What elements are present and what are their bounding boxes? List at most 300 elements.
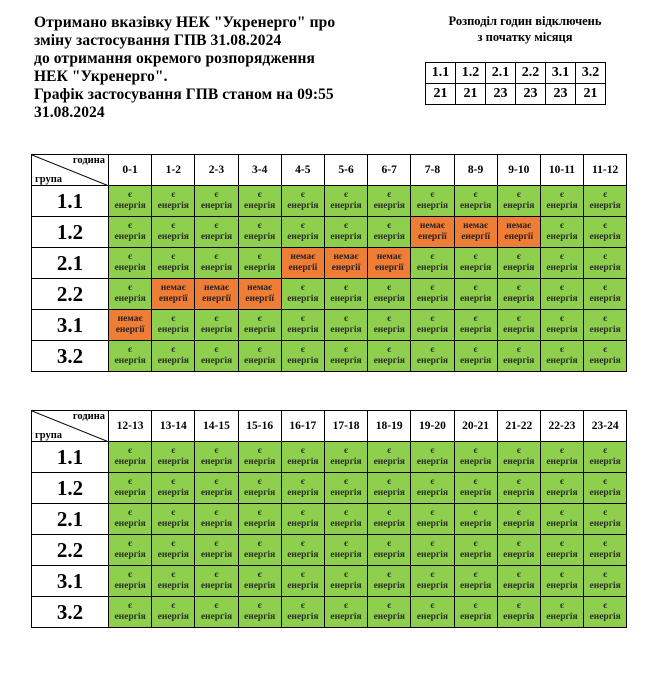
cell-text: [368, 190, 410, 212]
status-text: енергія: [589, 457, 621, 467]
status-text: немає: [160, 283, 186, 293]
hour-header-row: [32, 411, 627, 442]
cell-text: [152, 601, 194, 623]
cell-text: [109, 539, 151, 561]
group-label: 1.2: [32, 473, 109, 504]
power-on-cell: [584, 341, 627, 372]
power-on-cell: [584, 186, 627, 217]
power-on-cell: [540, 217, 583, 248]
cell-text: [282, 446, 324, 468]
summary-hours: 21: [456, 84, 486, 105]
power-on-cell: [497, 248, 540, 279]
power-on-cell: [238, 186, 281, 217]
group-label: 2.1: [32, 248, 109, 279]
status-text: енергія: [503, 325, 535, 335]
cell-text: [282, 314, 324, 336]
status-text: енергія: [589, 263, 621, 273]
power-on-cell: [368, 186, 411, 217]
cell-text: [152, 190, 194, 212]
power-on-cell: [109, 566, 152, 597]
status-text: є: [214, 446, 219, 456]
status-text: є: [300, 570, 305, 580]
power-off-cell: [152, 279, 195, 310]
status-text: енергія: [330, 488, 362, 498]
summary-group: 2.2: [516, 63, 546, 84]
status-text: є: [387, 190, 392, 200]
cell-text: [368, 283, 410, 305]
cell-text: [541, 283, 583, 305]
status-text: енергія: [459, 612, 492, 622]
group-label: 3.2: [32, 597, 109, 628]
status-text: є: [473, 252, 478, 262]
status-text: енергія: [373, 612, 405, 622]
cell-text: [368, 539, 410, 561]
power-on-cell: [152, 597, 195, 628]
power-on-cell: [454, 473, 497, 504]
status-text: енергія: [114, 201, 146, 211]
cell-text: [195, 252, 237, 274]
group-label: 3.2: [32, 341, 109, 372]
status-text: є: [387, 345, 392, 355]
power-off-cell: [195, 279, 238, 310]
status-text: енергія: [459, 581, 492, 591]
cell-text: [411, 539, 453, 561]
power-on-cell: [109, 597, 152, 628]
status-text: енергії: [202, 294, 231, 304]
status-text: є: [214, 252, 219, 262]
status-text: енергія: [114, 550, 146, 560]
status-text: є: [300, 508, 305, 518]
cell-text: [498, 477, 540, 499]
status-text: енергія: [330, 356, 362, 366]
status-text: енергія: [157, 519, 189, 529]
cell-text: [541, 539, 583, 561]
header-line: зміну застосування ГПВ 31.08.2024: [34, 32, 282, 49]
status-text: є: [387, 570, 392, 580]
power-on-cell: [152, 217, 195, 248]
cell-text: [109, 446, 151, 468]
status-text: є: [343, 446, 349, 456]
cell-text: [325, 314, 367, 336]
status-text: енергія: [157, 356, 189, 366]
status-text: є: [387, 446, 392, 456]
status-text: енергія: [373, 581, 405, 591]
schedule-table-afternoon: [31, 410, 627, 628]
cell-text: [411, 283, 453, 305]
status-text: є: [430, 508, 435, 518]
cell-text: [411, 314, 453, 336]
status-text: енергії: [418, 232, 447, 242]
status-text: енергія: [114, 356, 146, 366]
status-text: енергія: [459, 457, 492, 467]
status-text: є: [300, 190, 305, 200]
group-row: [32, 566, 627, 597]
status-text: є: [257, 314, 262, 324]
power-on-cell: [281, 597, 324, 628]
group-row: [32, 248, 627, 279]
cell-text: [239, 508, 281, 530]
hour-header: 13-14: [152, 411, 195, 442]
summary-hours: 21: [576, 84, 606, 105]
power-on-cell: [540, 504, 583, 535]
power-on-cell: [411, 186, 454, 217]
status-text: є: [257, 508, 262, 518]
status-text: є: [257, 345, 262, 355]
status-text: є: [516, 477, 521, 487]
status-text: є: [171, 539, 176, 549]
cell-text: [541, 477, 583, 499]
status-text: енергія: [330, 581, 362, 591]
status-text: є: [430, 446, 435, 456]
power-on-cell: [238, 473, 281, 504]
summary-hours: 21: [426, 84, 456, 105]
status-text: енергія: [459, 488, 492, 498]
power-on-cell: [152, 310, 195, 341]
status-text: енергія: [459, 201, 492, 211]
power-on-cell: [454, 310, 497, 341]
status-text: є: [430, 314, 435, 324]
status-text: є: [516, 570, 521, 580]
cell-text: [325, 446, 367, 468]
power-on-cell: [238, 597, 281, 628]
cell-text: [239, 570, 281, 592]
power-on-cell: [584, 442, 627, 473]
status-text: енергія: [546, 356, 578, 366]
cell-text: [498, 190, 540, 212]
hour-header: 11-12: [584, 155, 627, 186]
status-text: є: [257, 539, 262, 549]
status-text: є: [559, 283, 565, 293]
power-on-cell: [584, 535, 627, 566]
status-text: є: [387, 601, 392, 611]
status-text: енергія: [114, 263, 146, 273]
group-row: [32, 310, 627, 341]
power-on-cell: [497, 535, 540, 566]
cell-text: [282, 508, 324, 530]
status-text: енергія: [546, 263, 578, 273]
status-text: енергія: [287, 232, 319, 242]
group-axis-label: група: [35, 430, 63, 441]
power-on-cell: [368, 566, 411, 597]
status-text: енергія: [157, 488, 189, 498]
cell-text: [411, 601, 453, 623]
status-text: енергія: [200, 356, 233, 366]
power-on-cell: [497, 310, 540, 341]
status-text: є: [214, 221, 219, 231]
status-text: енергія: [157, 263, 189, 273]
group-row: [32, 473, 627, 504]
cell-text: [584, 446, 626, 468]
status-text: немає: [506, 221, 532, 231]
status-text: є: [430, 570, 435, 580]
status-text: енергія: [589, 550, 621, 560]
status-text: немає: [376, 252, 402, 262]
cell-text: [325, 601, 367, 623]
power-on-cell: [324, 566, 367, 597]
power-on-cell: [454, 442, 497, 473]
group-label: 2.2: [32, 279, 109, 310]
cell-text: [498, 283, 540, 305]
status-text: є: [473, 601, 478, 611]
status-text: енергія: [459, 325, 492, 335]
status-text: є: [387, 314, 392, 324]
cell-text: [282, 190, 324, 212]
status-text: енергія: [287, 488, 319, 498]
status-text: енергія: [244, 457, 276, 467]
status-text: немає: [203, 283, 229, 293]
cell-text: [152, 446, 194, 468]
cell-text: [282, 221, 324, 243]
status-text: енергія: [244, 263, 276, 273]
power-on-cell: [411, 535, 454, 566]
status-text: є: [603, 508, 608, 518]
status-text: енергія: [416, 519, 449, 529]
power-on-cell: [454, 186, 497, 217]
power-on-cell: [238, 341, 281, 372]
power-on-cell: [195, 248, 238, 279]
power-on-cell: [281, 442, 324, 473]
power-off-cell: [497, 217, 540, 248]
hour-header: 3-4: [238, 155, 281, 186]
status-text: енергія: [503, 519, 535, 529]
status-text: є: [603, 446, 608, 456]
cell-text: [541, 601, 583, 623]
status-text: енергія: [373, 356, 405, 366]
power-on-cell: [109, 279, 152, 310]
document-header: [34, 14, 394, 122]
cell-text: [498, 446, 540, 468]
group-axis-label: група: [35, 174, 63, 185]
status-text: є: [214, 570, 219, 580]
cell-text: [239, 221, 281, 243]
status-text: енергії: [504, 232, 534, 242]
power-on-cell: [368, 217, 411, 248]
power-on-cell: [454, 597, 497, 628]
status-text: енергія: [546, 612, 578, 622]
power-on-cell: [324, 217, 367, 248]
status-text: енергія: [114, 488, 146, 498]
power-on-cell: [584, 504, 627, 535]
power-on-cell: [195, 341, 238, 372]
cell-text: [195, 283, 237, 305]
status-text: є: [559, 446, 565, 456]
cell-text: [239, 601, 281, 623]
power-on-cell: [238, 248, 281, 279]
status-text: є: [516, 539, 521, 549]
status-text: енергія: [416, 263, 449, 273]
cell-text: [195, 601, 237, 623]
status-text: енергія: [200, 201, 233, 211]
status-text: енергія: [416, 201, 449, 211]
cell-text: [411, 446, 453, 468]
cell-text: [152, 477, 194, 499]
status-text: є: [559, 314, 565, 324]
power-on-cell: [109, 341, 152, 372]
power-on-cell: [281, 279, 324, 310]
status-text: є: [516, 446, 521, 456]
group-row: [32, 186, 627, 217]
hour-axis-label: година: [72, 155, 105, 166]
status-text: енергії: [461, 232, 490, 242]
status-text: є: [603, 477, 608, 487]
power-on-cell: [152, 535, 195, 566]
power-on-cell: [195, 473, 238, 504]
status-text: енергія: [287, 294, 319, 304]
status-text: є: [603, 601, 608, 611]
cell-text: [239, 252, 281, 274]
group-label: 2.2: [32, 535, 109, 566]
status-text: енергія: [244, 232, 276, 242]
cell-text: [541, 345, 583, 367]
power-on-cell: [368, 310, 411, 341]
hour-header: 19-20: [411, 411, 454, 442]
power-on-cell: [540, 535, 583, 566]
cell-text: [455, 314, 497, 336]
cell-text: [455, 221, 497, 243]
status-text: енергія: [416, 325, 449, 335]
status-text: є: [214, 477, 219, 487]
status-text: енергія: [157, 550, 189, 560]
status-text: є: [214, 345, 219, 355]
cell-text: [109, 221, 151, 243]
header-line: до отримання окремого розпорядження: [34, 50, 316, 67]
power-on-cell: [195, 597, 238, 628]
power-on-cell: [497, 473, 540, 504]
status-text: є: [603, 345, 608, 355]
status-text: енергія: [200, 550, 233, 560]
power-on-cell: [540, 597, 583, 628]
status-text: є: [516, 314, 521, 324]
status-text: є: [300, 539, 305, 549]
status-text: є: [343, 477, 349, 487]
status-text: є: [171, 477, 176, 487]
status-text: енергія: [244, 550, 276, 560]
status-text: є: [559, 477, 565, 487]
group-row: [32, 279, 627, 310]
status-text: енергія: [459, 294, 492, 304]
status-text: енергія: [589, 325, 621, 335]
cell-text: [152, 539, 194, 561]
status-text: енергія: [503, 488, 535, 498]
status-text: є: [603, 190, 608, 200]
cell-text: [455, 446, 497, 468]
status-text: енергія: [503, 201, 535, 211]
cell-text: [282, 345, 324, 367]
power-on-cell: [324, 535, 367, 566]
status-text: є: [473, 345, 478, 355]
status-text: енергія: [503, 550, 535, 560]
cell-text: [282, 570, 324, 592]
status-text: є: [128, 539, 133, 549]
cell-text: [152, 283, 194, 305]
power-on-cell: [584, 279, 627, 310]
hour-header: 6-7: [368, 155, 411, 186]
status-text: немає: [463, 221, 489, 231]
hour-header: 8-9: [454, 155, 497, 186]
status-text: є: [343, 345, 349, 355]
status-text: енергія: [114, 612, 146, 622]
power-off-cell: [238, 279, 281, 310]
power-on-cell: [195, 504, 238, 535]
power-on-cell: [324, 473, 367, 504]
group-label: 1.1: [32, 442, 109, 473]
cell-text: [368, 570, 410, 592]
status-text: енергія: [416, 457, 449, 467]
status-text: енергія: [459, 550, 492, 560]
summary-group: 1.1: [426, 63, 456, 84]
cell-text: [239, 539, 281, 561]
status-text: є: [171, 508, 176, 518]
status-text: енергія: [330, 550, 362, 560]
power-on-cell: [281, 186, 324, 217]
summary-hours: 23: [486, 84, 516, 105]
power-on-cell: [454, 341, 497, 372]
cell-text: [152, 508, 194, 530]
power-on-cell: [152, 442, 195, 473]
power-on-cell: [368, 279, 411, 310]
status-text: є: [128, 190, 133, 200]
status-text: є: [603, 539, 608, 549]
cell-text: [195, 345, 237, 367]
hour-axis-label: година: [72, 411, 105, 422]
status-text: енергія: [244, 356, 276, 366]
status-text: є: [343, 601, 349, 611]
status-text: енергія: [330, 294, 362, 304]
header-line: НЕК "Укренерго".: [34, 68, 168, 85]
status-text: енергія: [330, 232, 362, 242]
cell-text: [282, 252, 324, 274]
status-text: енергії: [158, 294, 188, 304]
summary-title-line: Розподіл годин відключень: [448, 14, 602, 28]
power-on-cell: [584, 248, 627, 279]
status-text: є: [603, 314, 608, 324]
status-text: енергія: [200, 263, 233, 273]
status-text: енергія: [157, 325, 189, 335]
status-text: немає: [247, 283, 273, 293]
status-text: енергія: [373, 550, 405, 560]
status-text: енергія: [157, 612, 189, 622]
status-text: є: [430, 252, 435, 262]
status-text: є: [214, 601, 219, 611]
cell-text: [498, 221, 540, 243]
power-on-cell: [324, 279, 367, 310]
power-on-cell: [109, 535, 152, 566]
power-on-cell: [584, 473, 627, 504]
status-text: енергія: [157, 581, 189, 591]
status-text: є: [171, 570, 176, 580]
status-text: енергія: [157, 201, 189, 211]
power-on-cell: [281, 217, 324, 248]
status-text: є: [128, 345, 133, 355]
status-text: енергія: [503, 263, 535, 273]
group-row: [32, 442, 627, 473]
cell-text: [109, 477, 151, 499]
cell-text: [541, 508, 583, 530]
status-text: енергія: [546, 232, 578, 242]
cell-text: [195, 477, 237, 499]
status-text: є: [300, 446, 305, 456]
group-row: [32, 535, 627, 566]
cell-text: [411, 221, 453, 243]
cell-text: [368, 345, 410, 367]
power-on-cell: [540, 442, 583, 473]
status-text: є: [559, 601, 565, 611]
power-on-cell: [152, 248, 195, 279]
hour-header: 0-1: [109, 155, 152, 186]
cell-text: [325, 221, 367, 243]
power-on-cell: [368, 504, 411, 535]
power-on-cell: [109, 442, 152, 473]
